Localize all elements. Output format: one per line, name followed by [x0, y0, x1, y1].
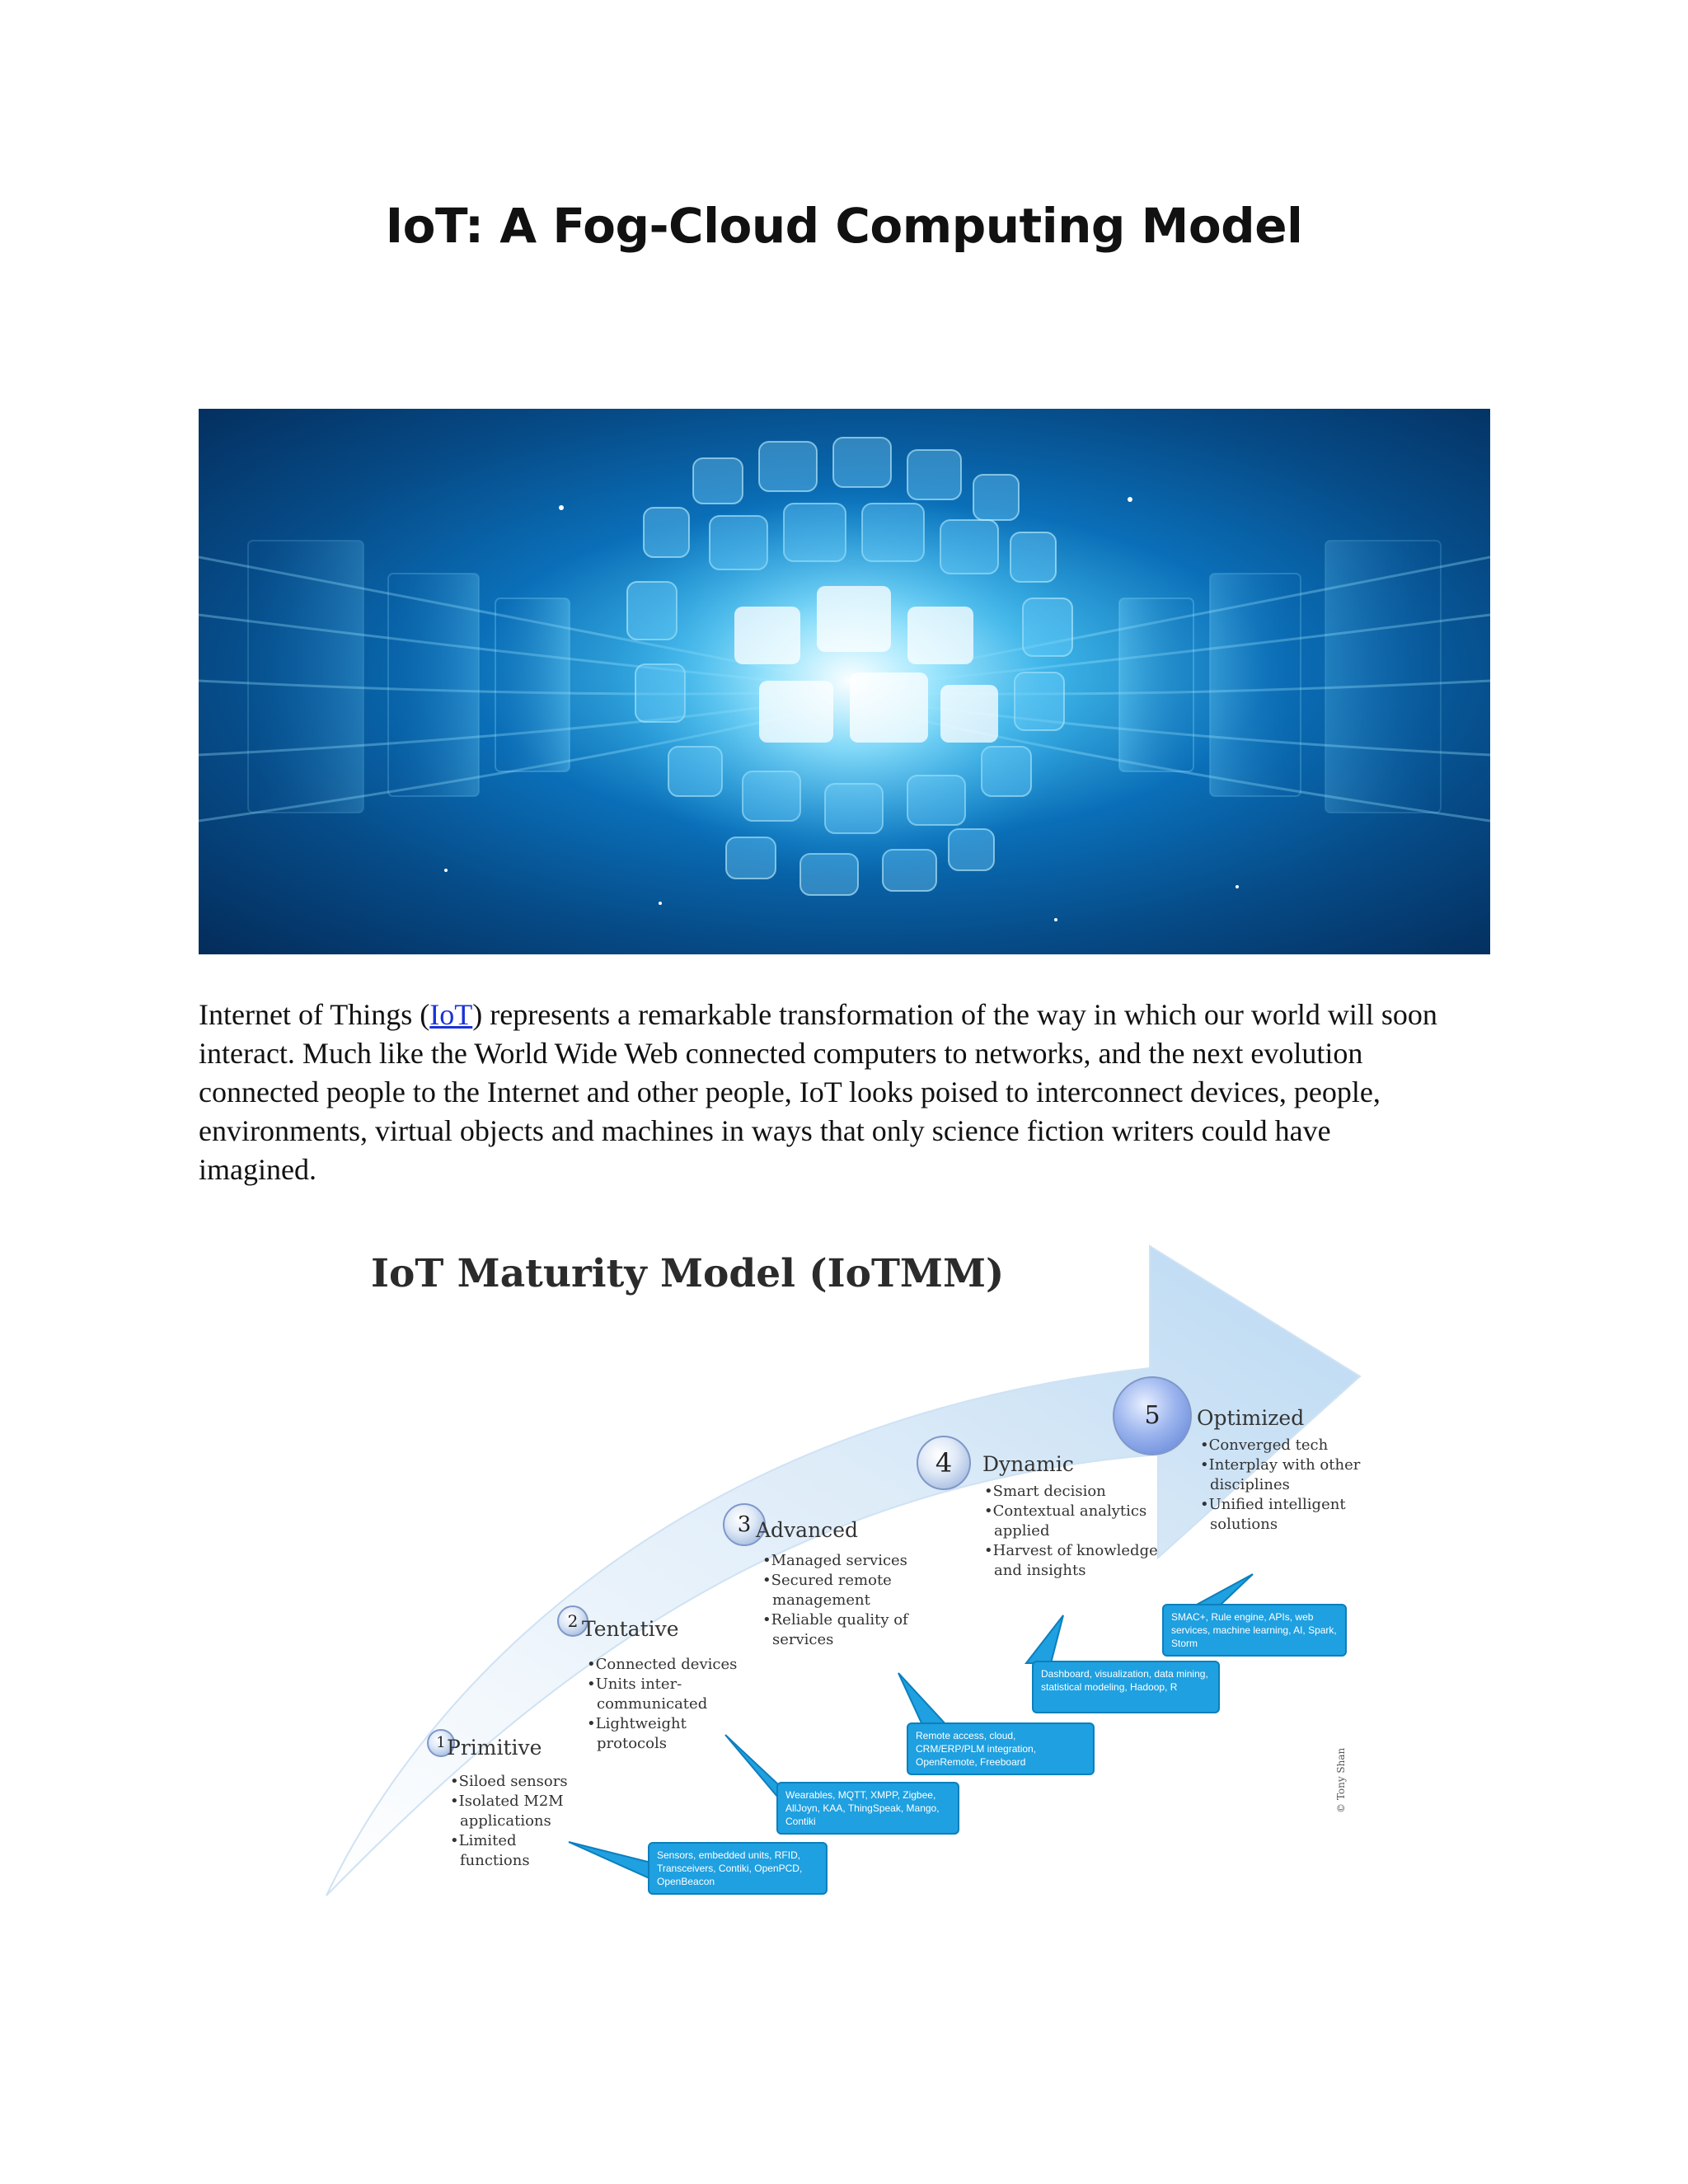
- stage-name: Optimized: [1197, 1406, 1305, 1430]
- callout-dynamic-tech: Dashboard, visualization, data mining, statistical modeling, Hadoop, R: [1032, 1661, 1220, 1713]
- iot-link[interactable]: IoT: [429, 998, 473, 1031]
- stage-name: Advanced: [756, 1518, 858, 1542]
- iot-maturity-model-figure: [321, 1236, 1401, 1920]
- bullet: •Siloed sensors: [450, 1773, 568, 1790]
- bullet: •Isolated M2M applications: [450, 1793, 564, 1830]
- bullet: •Unified intelligent solutions: [1200, 1496, 1346, 1533]
- intro-paragraph: [199, 996, 1451, 1189]
- callout-pointer-1: [569, 1842, 651, 1879]
- stage-number-badge: 1: [427, 1729, 455, 1757]
- callout-pointer-3: [898, 1673, 948, 1727]
- callout-pointer-5: [1195, 1574, 1253, 1605]
- bullet: •Converged tech: [1200, 1436, 1329, 1454]
- callout-pointer-4: [1026, 1615, 1063, 1663]
- bullet: •Reliable quality of services: [762, 1611, 908, 1648]
- callout-primitive-tech: Sensors, embedded units, RFID, Transceivers, Contiki, OpenPCD, OpenBeacon: [648, 1842, 828, 1895]
- stage-number-badge: 4: [917, 1436, 971, 1490]
- bullet: •Harvest of knowledge and insights: [984, 1542, 1158, 1579]
- stage-number-badge: 5: [1113, 1376, 1192, 1455]
- paragraph-rest: ) represents a remarkable transformation of the way in which our world will soon interact. Much like the World Wide Web connected computers to networks, and the next evolution connected people to the Internet and other people, IoT looks poised to interconnect devices, people, environments, virtual objects and machines in ways that only science fiction writers could have imagined.: [199, 998, 1437, 1186]
- bullet: •Connected devices: [587, 1656, 738, 1673]
- stage-name: Tentative: [582, 1617, 679, 1641]
- callout-advanced-tech: Remote access, cloud, CRM/ERP/PLM integration, OpenRemote, Freeboard: [907, 1722, 1095, 1775]
- bullet: •Managed services: [762, 1552, 907, 1569]
- bullet: •Secured remote management: [762, 1572, 892, 1609]
- bullet: •Smart decision: [984, 1483, 1106, 1500]
- copyright-note: © Tony Shan: [1335, 1747, 1347, 1813]
- callout-optimized-tech: SMAC+, Rule engine, APIs, web services, machine learning, AI, Spark, Storm: [1162, 1604, 1347, 1657]
- hero-illustration: [199, 409, 1490, 954]
- intro-paragraph-block: [199, 996, 1451, 1189]
- maturity-model-title: IoT Maturity Model (IoTMM): [371, 1251, 1005, 1296]
- stage-bullets: [450, 1772, 574, 1871]
- stage-bullets: [762, 1551, 919, 1650]
- callout-tentative-tech: Wearables, MQTT, XMPP, Zigbee, AllJoyn, KAA, ThingSpeak, Mango, Contiki: [776, 1782, 959, 1835]
- stage-name: Dynamic: [982, 1452, 1074, 1476]
- stage-bullets: [1200, 1436, 1373, 1535]
- paragraph-lead: Internet of Things (: [199, 998, 430, 1031]
- hero-image-cloud-network: [199, 409, 1490, 954]
- stage-number-badge: 3: [723, 1503, 766, 1546]
- bullet: •Contextual analytics applied: [984, 1502, 1147, 1540]
- document-title: IoT: A Fog-Cloud Computing Model: [385, 198, 1303, 254]
- bullet: •Interplay with other disciplines: [1200, 1456, 1361, 1493]
- bullet: •Lightweight protocols: [587, 1715, 687, 1752]
- stage-bullets: [984, 1482, 1165, 1581]
- bullet: •Limited functions: [450, 1832, 530, 1869]
- bullet: •Units inter-communicated: [587, 1675, 708, 1713]
- stage-number-badge: 2: [557, 1605, 588, 1637]
- stage-bullets: [587, 1655, 743, 1754]
- stage-name: Primitive: [447, 1736, 542, 1760]
